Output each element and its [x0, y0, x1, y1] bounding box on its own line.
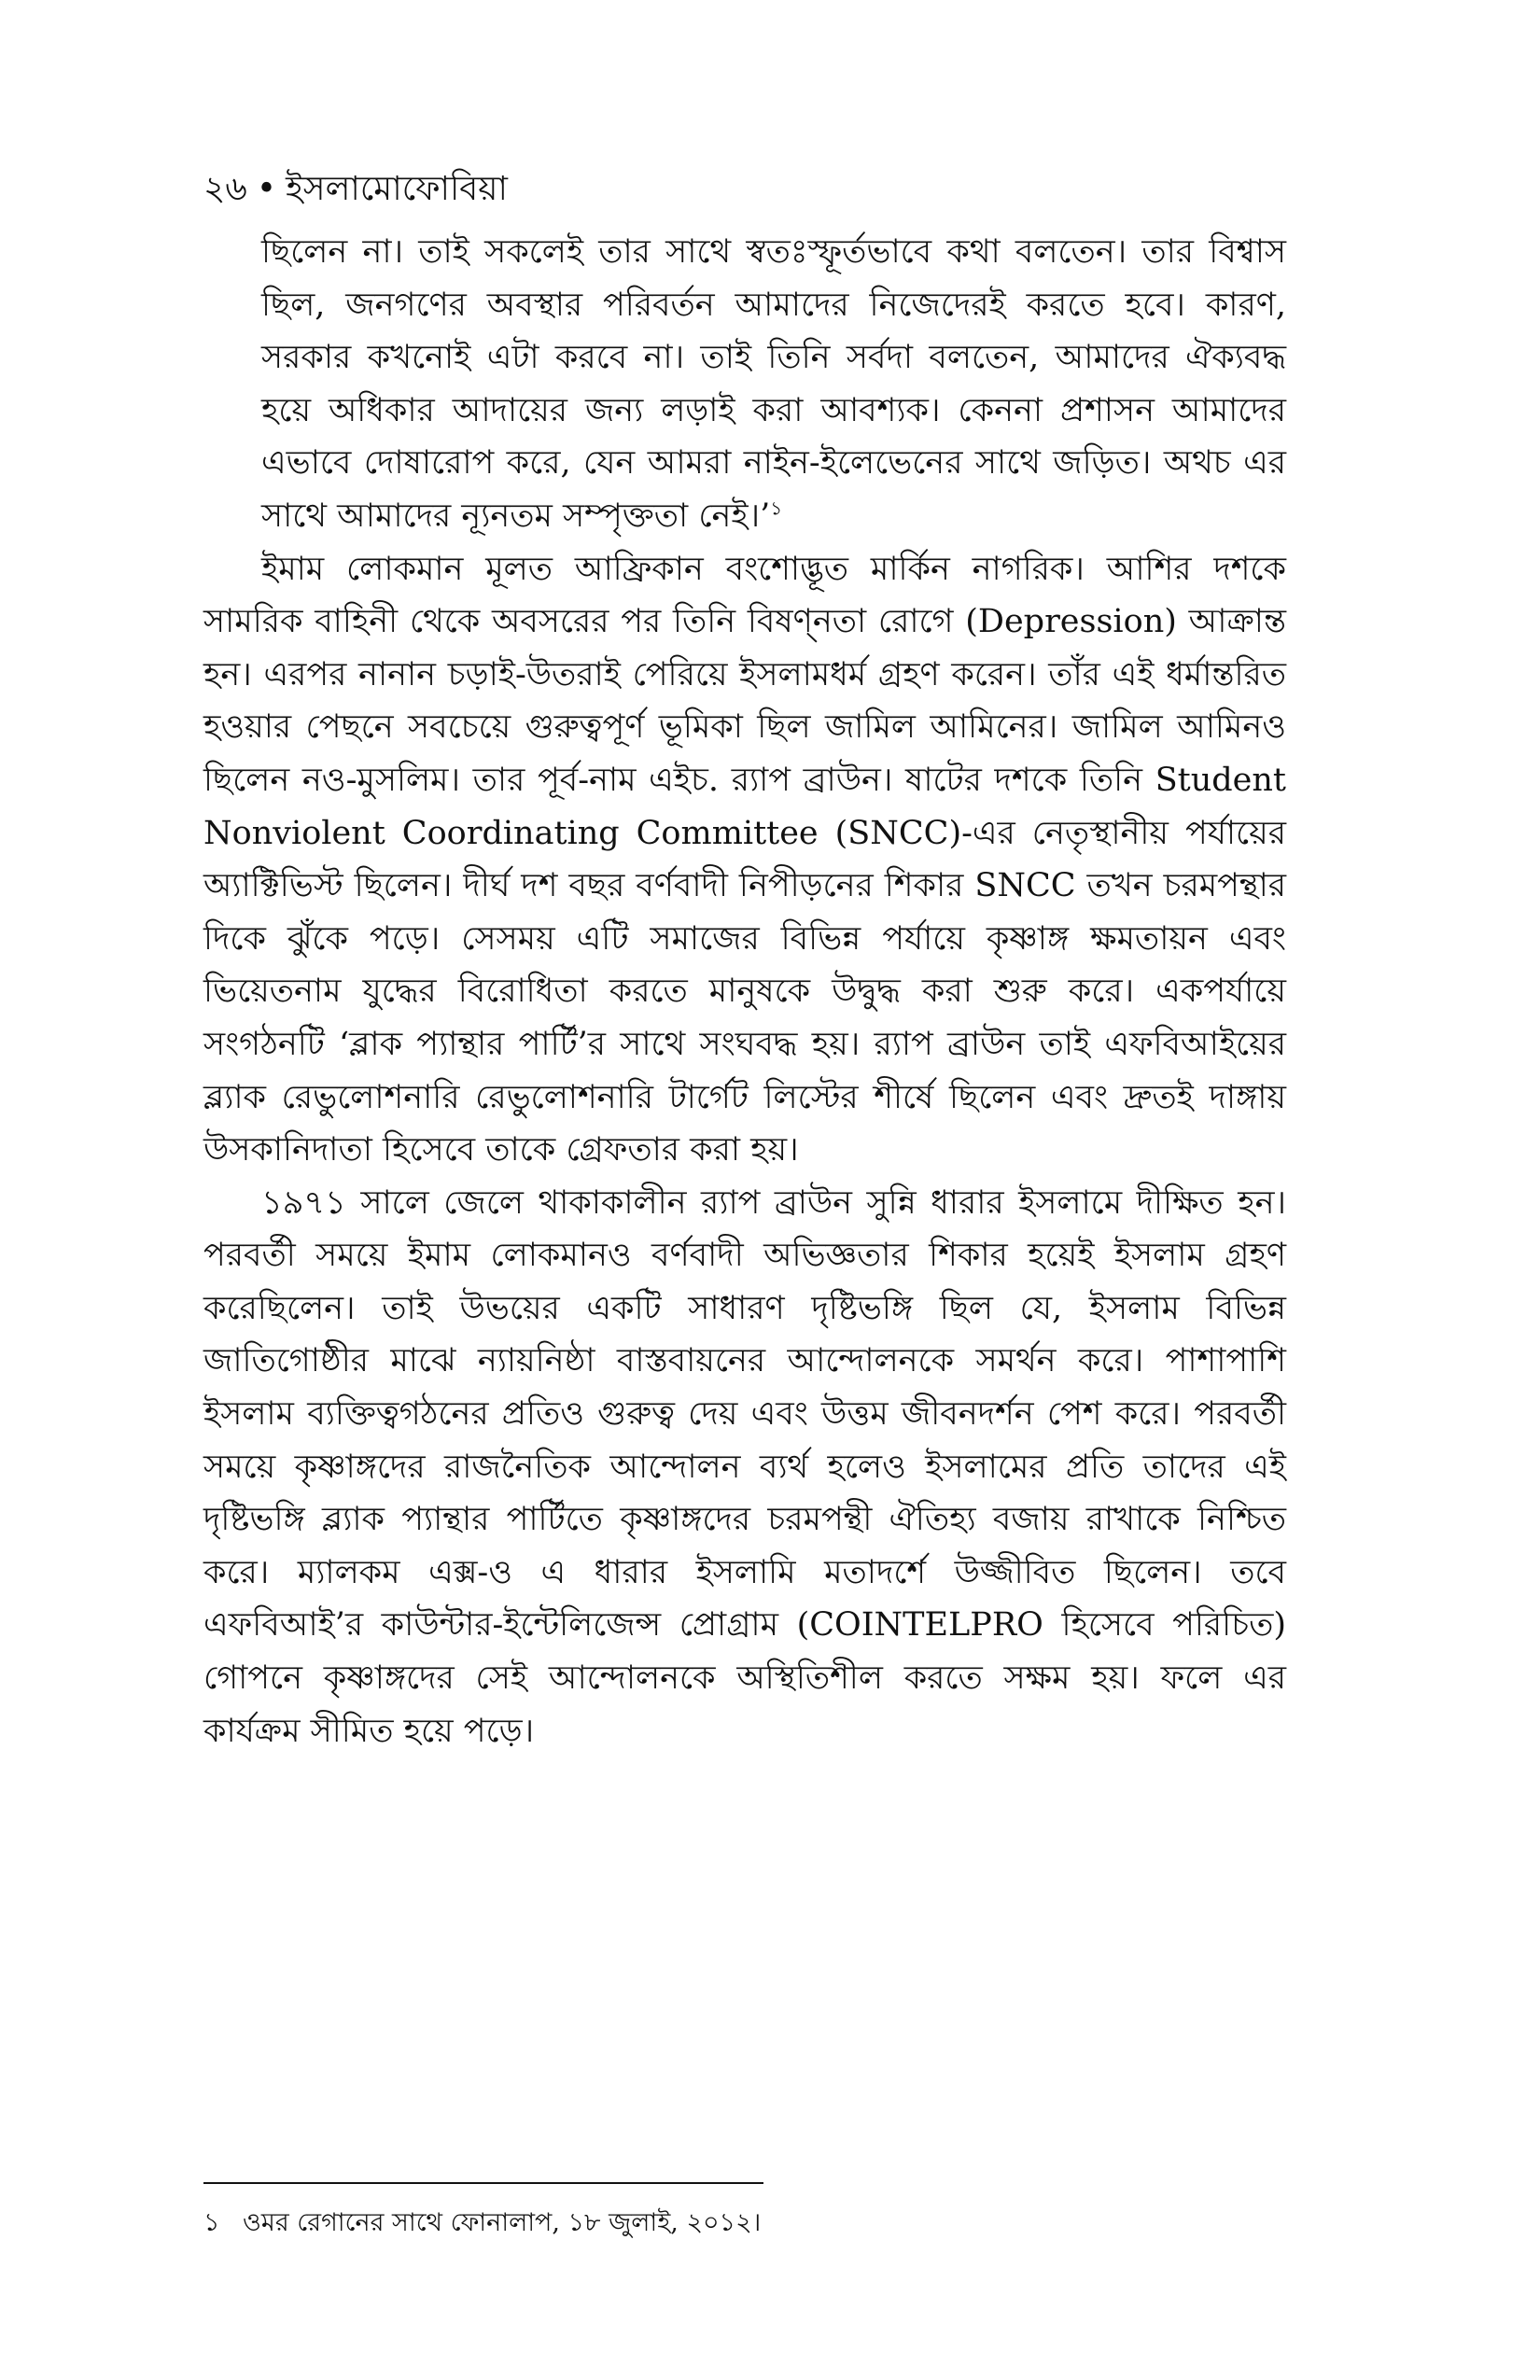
- footnote-text: ওমর রেগানের সাথে ফোনালাপ, ১৮ জুলাই, ২০১২।: [243, 2208, 762, 2237]
- quote-text: ছিলেন না। তাই সকলেই তার সাথে স্বতঃস্ফূর্তভাবে কথা বলতেন। তার বিশ্বাস ছিল, জনগণের অবস্থার পরিবর্তন আমাদের নিজেদেরই করতে হবে। কারণ, সরকার কখনোই এটা করবে না। তাই তিনি সর্বদা বলতেন, আমাদের ঐক্যবদ্ধ হয়ে অধিকার আদায়ের জন্য লড়াই করা আবশ্যক। কেননা প্রশাসন আমাদের এভাবে দোষারোপ করে, যেন আমরা নাইন-ইলেভেনের সাথে জড়িত। অথচ এর সাথে আমাদের ন্যূনতম সম্পৃক্ততা নেই।’: [261, 233, 1286, 535]
- footnote: [203, 2205, 1286, 2242]
- paragraph-1971: ১৯৭১ সালে জেলে থাকাকালীন র‍্যাপ ব্রাউন সুন্নি ধারার ইসলামে দীক্ষিত হন। পরবর্তী সময়ে ইমাম লোকমানও বর্ণবাদী অভিজ্ঞতার শিকার হয়েই ইসলাম গ্রহণ করেছিলেন। তাই উভয়ের একটি সাধারণ দৃষ্টিভঙ্গি ছিল যে, ইসলাম বিভিন্ন জাতিগোষ্ঠীর মাঝে ন্যায়নিষ্ঠা বাস্তবায়নের আন্দোলনকে সমর্থন করে। পাশাপাশি ইসলাম ব্যক্তিত্বগঠনের প্রতিও গুরুত্ব দেয় এবং উত্তম জীবনদর্শন পেশ করে। পরবর্তী সময়ে কৃষ্ণাঙ্গদের রাজনৈতিক আন্দোলন ব্যর্থ হলেও ইসলামের প্রতি তাদের এই দৃষ্টিভঙ্গি ব্ল্যাক প্যান্থার পার্টিতে কৃষ্ণাঙ্গদের চরমপন্থী ঐতিহ্য বজায় রাখাকে নিশ্চিত করে। ম্যালকম এক্স-ও এ ধারার ইসলামি মতাদর্শে উজ্জীবিত ছিলেন। তবে এফবিআই’র কাউন্টার-ইন্টেলিজেন্স প্রোগ্রাম (COINTELPRO হিসেবে পরিচিত) গোপনে কৃষ্ণাঙ্গদের সেই আন্দোলনকে অস্থিতিশীল করতে সক্ষম হয়। ফলে এর কার্যক্রম সীমিত হয়ে পড়ে।: [203, 1183, 1286, 1750]
- body-text: [203, 226, 1286, 1757]
- paragraph-imam-lokman: ইমাম লোকমান মূলত আফ্রিকান বংশোদ্ভূত মার্কিন নাগরিক। আশির দশকে সামরিক বাহিনী থেকে অবসরের পর তিনি বিষণ্নতা রোগে (Depression) আক্রান্ত হন। এরপর নানান চড়াই-উতরাই পেরিয়ে ইসলামধর্ম গ্রহণ করেন। তাঁর এই ধর্মান্তরিত হওয়ার পেছনে সবচেয়ে গুরুত্বপূর্ণ ভূমিকা ছিল জামিল আমিনের। জামিল আমিনও ছিলেন নও-মুসলিম। তার পূর্ব-নাম এইচ. র‍্যাপ ব্রাউন। ষাটের দশকে তিনি Student Nonviolent Coordinating Committee (SNCC)-এর নেতৃস্থানীয় পর্যায়ের অ্যাক্টিভিস্ট ছিলেন। দীর্ঘ দশ বছর বর্ণবাদী নিপীড়নের শিকার SNCC তখন চরমপন্থার দিকে ঝুঁকে পড়ে। সেসময় এটি সমাজের বিভিন্ন পর্যায়ে কৃষ্ণাঙ্গ ক্ষমতায়ন এবং ভিয়েতনাম যুদ্ধের বিরোধিতা করতে মানুষকে উদ্বুদ্ধ করা শুরু করে। একপর্যায়ে সংগঠনটি ‘ব্লাক প্যান্থার পার্টি’র সাথে সংঘবদ্ধ হয়। র‍্যাপ ব্রাউন তাই এফবিআইয়ের ব্ল্যাক রেভুলোশনারি রেভুলোশনারি টার্গেট লিস্টের শীর্ষে ছিলেন এবং দ্রুতই দাঙ্গায় উসকানিদাতা হিসেবে তাকে গ্রেফতার করা হয়।: [203, 550, 1286, 1169]
- header-bullet: •: [256, 170, 277, 208]
- footnote-number: ১: [203, 2208, 220, 2237]
- running-header: [203, 166, 508, 213]
- page-number: ২৬: [203, 170, 247, 208]
- book-title: ইসলামোফোবিয়া: [286, 170, 508, 208]
- footnote-marker[interactable]: ১: [770, 497, 783, 520]
- footnote-divider: [203, 2182, 763, 2184]
- quote-continuation: [203, 226, 1286, 543]
